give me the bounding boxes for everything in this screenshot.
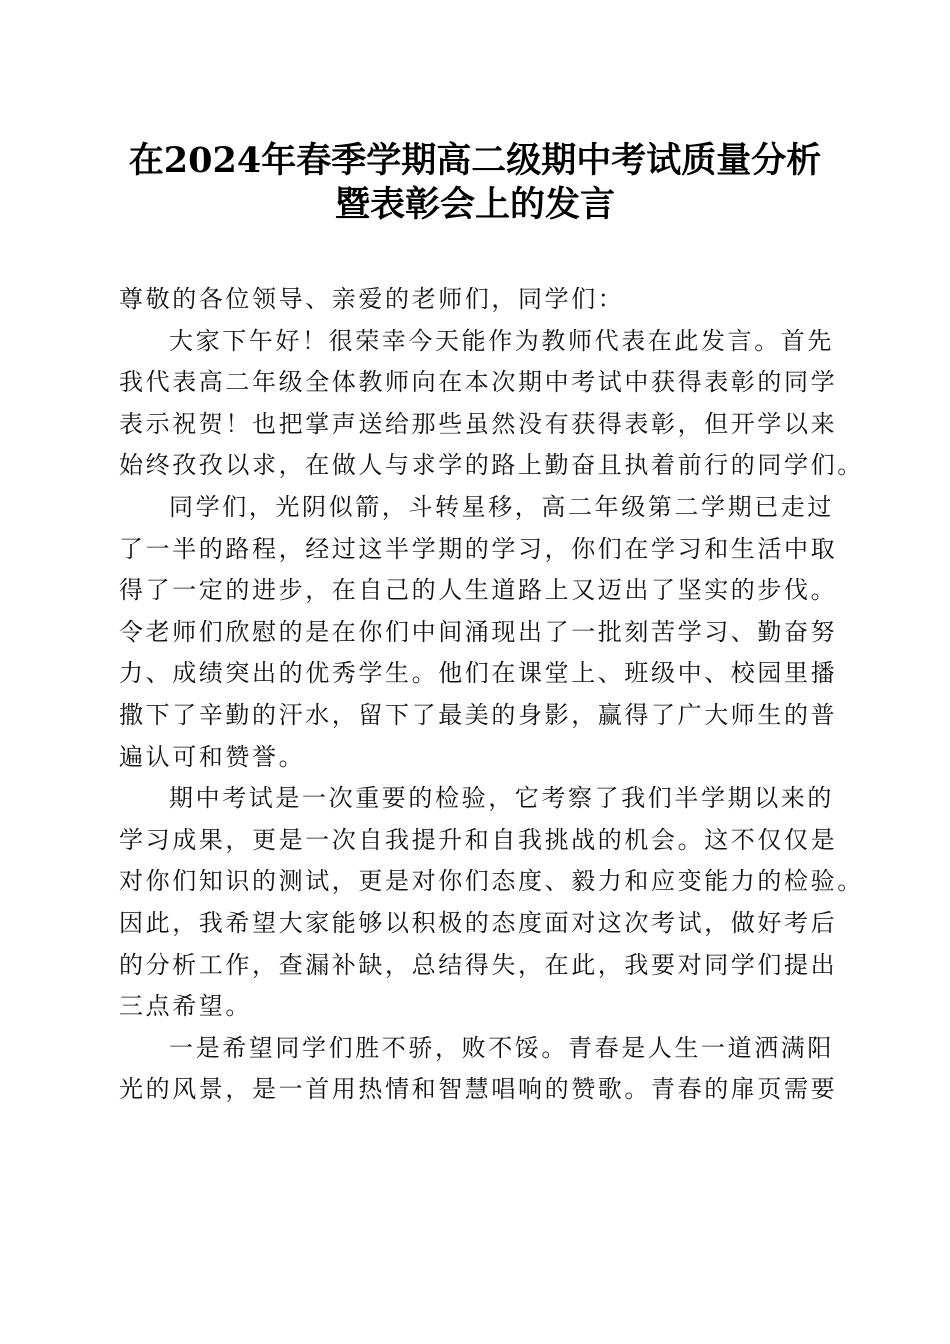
paragraph-line: 三点希望。 <box>119 992 252 1021</box>
paragraph-line: 一是希望同学们胜不骄，败不馁。青春是人生一道洒满阳 <box>169 1033 834 1062</box>
paragraph-line: 遍认可和赞誉。 <box>119 742 306 771</box>
paragraph-line: 撒下了辛勤的汗水，留下了最美的身影，赢得了广大师生的普 <box>119 700 838 729</box>
document-title-line-1: 在2024年春季学期高二级期中考试质量分析 <box>128 140 822 181</box>
document-body <box>119 279 864 1111</box>
paragraph-line: 因此，我希望大家能够以积极的态度面对这次考试，做好考后 <box>119 908 838 937</box>
paragraph-line: 令老师们欣慰的是在你们中间涌现出了一批刻苦学习、勤奋努 <box>119 617 838 646</box>
paragraph-line: 光的风景，是一首用热情和智慧唱响的赞歌。青春的扉页需要 <box>119 1075 838 1104</box>
paragraph-line: 对你们知识的测试，更是对你们态度、毅力和应变能力的检验。 <box>119 867 864 896</box>
paragraph-line: 的分析工作，查漏补缺，总结得失，在此，我要对同学们提出 <box>119 950 838 979</box>
paragraph-line: 得了一定的进步，在自己的人生道路上又迈出了坚实的步伐。 <box>119 576 838 605</box>
paragraph-line: 期中考试是一次重要的检验，它考察了我们半学期以来的 <box>169 784 834 813</box>
paragraph-line: 表示祝贺！也把掌声送给那些虽然没有获得表彰，但开学以来 <box>119 409 838 438</box>
salutation: 尊敬的各位领导、亲爱的老师们，同学们： <box>119 285 625 313</box>
paragraph-line: 了一半的路程，经过这半学期的学习，你们在学习和生活中取 <box>119 534 838 563</box>
paragraph-line: 学习成果，更是一次自我提升和自我挑战的机会。这不仅仅是 <box>119 825 838 854</box>
document-title-line-2: 暨表彰会上的发言 <box>334 184 615 225</box>
paragraph-line: 我代表高二年级全体教师向在本次期中考试中获得表彰的同学 <box>119 368 838 397</box>
paragraph-line: 大家下午好！很荣幸今天能作为教师代表在此发言。首先 <box>169 326 834 355</box>
paragraph-line: 力、成绩突出的优秀学生。他们在课堂上、班级中、校园里播 <box>119 659 838 688</box>
paragraph-line: 始终孜孜以求，在做人与求学的路上勤奋且执着前行的同学们。 <box>119 451 864 480</box>
paragraph-line: 同学们，光阴似箭，斗转星移，高二年级第二学期已走过 <box>169 492 834 521</box>
